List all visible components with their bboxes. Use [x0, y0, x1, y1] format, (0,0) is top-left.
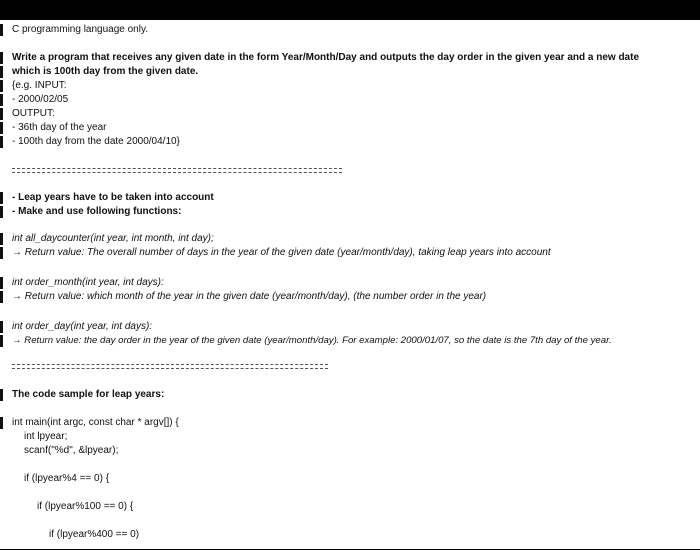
code-line: if (lpyear%4 == 0) { [24, 473, 110, 484]
separator-line [12, 168, 342, 173]
function-description: → Return value: which month of the year in the given date (year/month/day), (the number order in the year) [12, 291, 487, 302]
example-input-label: {e.g. INPUT: [12, 80, 67, 91]
code-heading: The code sample for leap years: [12, 389, 165, 400]
function-description: → Return value: the day order in the year of the given date (year/month/day). For example: 2000/01/07, so the date is the 7th day of the year. [12, 335, 612, 346]
example-output-label: OUTPUT: [12, 108, 55, 119]
margin-bar [0, 233, 3, 245]
code-line: int lpyear; [24, 431, 68, 442]
example-output-line-1: - 36th day of the year [12, 122, 107, 133]
header-text: C programming language only. [12, 24, 149, 35]
margin-bar [0, 66, 3, 78]
margin-bar [0, 94, 3, 106]
separator-line [12, 364, 328, 369]
margin-bar [0, 417, 3, 429]
function-signature: int order_day(int year, int days): [12, 321, 153, 332]
margin-bar [0, 277, 3, 289]
function-description: → Return value: The overall number of days in the year of the given date (year/month/day), taking leap years into account [12, 247, 551, 258]
function-signature: int all_daycounter(int year, int month, int day); [12, 233, 214, 244]
code-line: if (lpyear%400 == 0) [49, 529, 140, 540]
requirement-functions: - Make and use following functions: [12, 206, 182, 217]
margin-bar [0, 122, 3, 134]
margin-bar [0, 108, 3, 120]
margin-bar [0, 291, 3, 303]
function-signature: int order_month(int year, int days): [12, 277, 164, 288]
margin-bar [0, 52, 3, 64]
margin-bar [0, 24, 3, 36]
example-input-value: - 2000/02/05 [12, 94, 69, 105]
task-line-2: which is 100th day from the given date. [12, 66, 199, 77]
code-line: if (lpyear%100 == 0) { [37, 501, 134, 512]
document-page [0, 20, 700, 549]
requirement-leap-years: - Leap years have to be taken into account [12, 192, 214, 203]
margin-bar [0, 206, 3, 218]
margin-bar [0, 80, 3, 92]
margin-bar [0, 389, 3, 401]
margin-bar [0, 247, 3, 259]
code-line: scanf("%d", &lpyear); [24, 445, 119, 456]
example-output-line-2: - 100th day from the date 2000/04/10} [12, 136, 180, 147]
margin-bar [0, 192, 3, 204]
code-line: int main(int argc, const char * argv[]) { [12, 417, 179, 428]
margin-bar [0, 321, 3, 333]
task-line-1: Write a program that receives any given date in the form Year/Month/Day and outputs the day order in the given year and a new date [12, 52, 640, 63]
margin-bar [0, 136, 3, 148]
margin-bar [0, 335, 3, 347]
